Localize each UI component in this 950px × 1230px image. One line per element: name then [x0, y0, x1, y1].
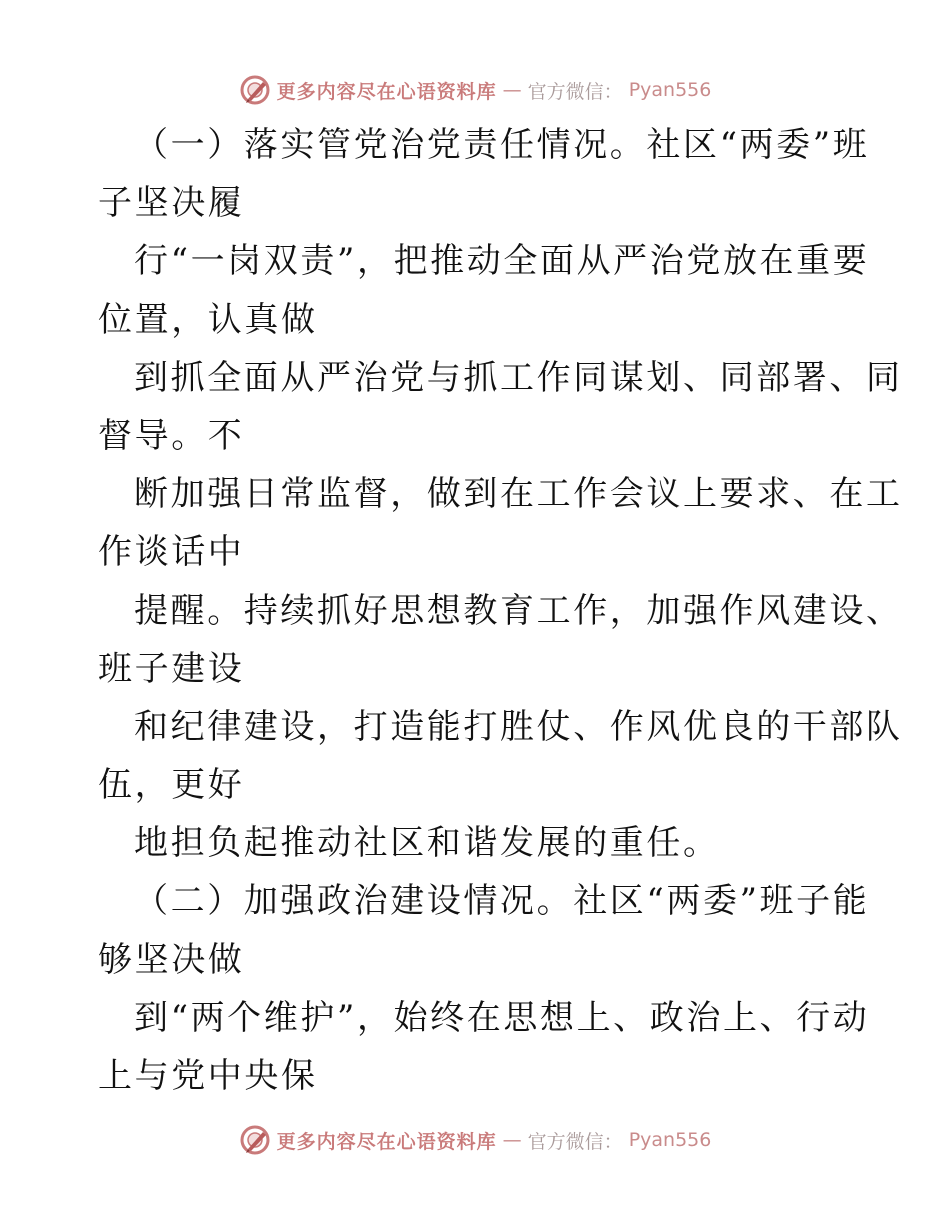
- text-line: 到抓全面从严治党与抓工作同谋划、同部署、同: [134, 357, 903, 398]
- text-line: 班子建设: [98, 648, 245, 689]
- text-line: 伍，更好: [98, 765, 245, 806]
- watermark-separator: —: [502, 1129, 522, 1151]
- text-line: 和纪律建设，打造能打胜仗、作风优良的干部队: [134, 706, 903, 747]
- text-line: 督导。不: [98, 415, 245, 456]
- text-line: 断加强日常监督，做到在工作会议上要求、在工: [134, 474, 903, 515]
- pen-circle-logo-icon: [239, 1124, 271, 1156]
- text-line: 地担负起推动社区和谐发展的重任。: [134, 823, 720, 864]
- footer-watermark: [0, 1120, 950, 1160]
- watermark-separator: —: [502, 79, 522, 101]
- watermark-brand: 更多内容尽在心语资料库: [276, 1130, 497, 1153]
- pen-circle-logo-icon: [239, 74, 271, 106]
- text-line: 提醒。持续抓好思想教育工作，加强作风建设、: [134, 590, 903, 631]
- text-line: 子坚决履: [98, 183, 245, 224]
- text-line: （二）加强政治建设情况。社区“两委”班子能: [134, 881, 870, 922]
- text-line: 上与党中央保: [98, 1056, 318, 1096]
- watermark-label: 官方微信：: [527, 80, 623, 103]
- text-line: 作谈话中: [98, 532, 245, 573]
- watermark-account: Pyan556: [628, 79, 712, 101]
- text-line: 行“一岗双责”，把推动全面从严治党放在重要: [134, 241, 870, 282]
- text-line: 位置，认真做: [98, 299, 318, 340]
- header-watermark: [0, 70, 950, 110]
- document-body: [98, 116, 903, 1105]
- text-line: 到“两个维护”，始终在思想上、政治上、行动: [134, 997, 870, 1038]
- watermark-account: Pyan556: [628, 1129, 712, 1151]
- text-line: （一）落实管党治党责任情况。社区“两委”班: [134, 125, 870, 165]
- text-line: 够坚决做: [98, 939, 245, 980]
- watermark-label: 官方微信：: [527, 1130, 623, 1153]
- watermark-brand: 更多内容尽在心语资料库: [276, 80, 497, 103]
